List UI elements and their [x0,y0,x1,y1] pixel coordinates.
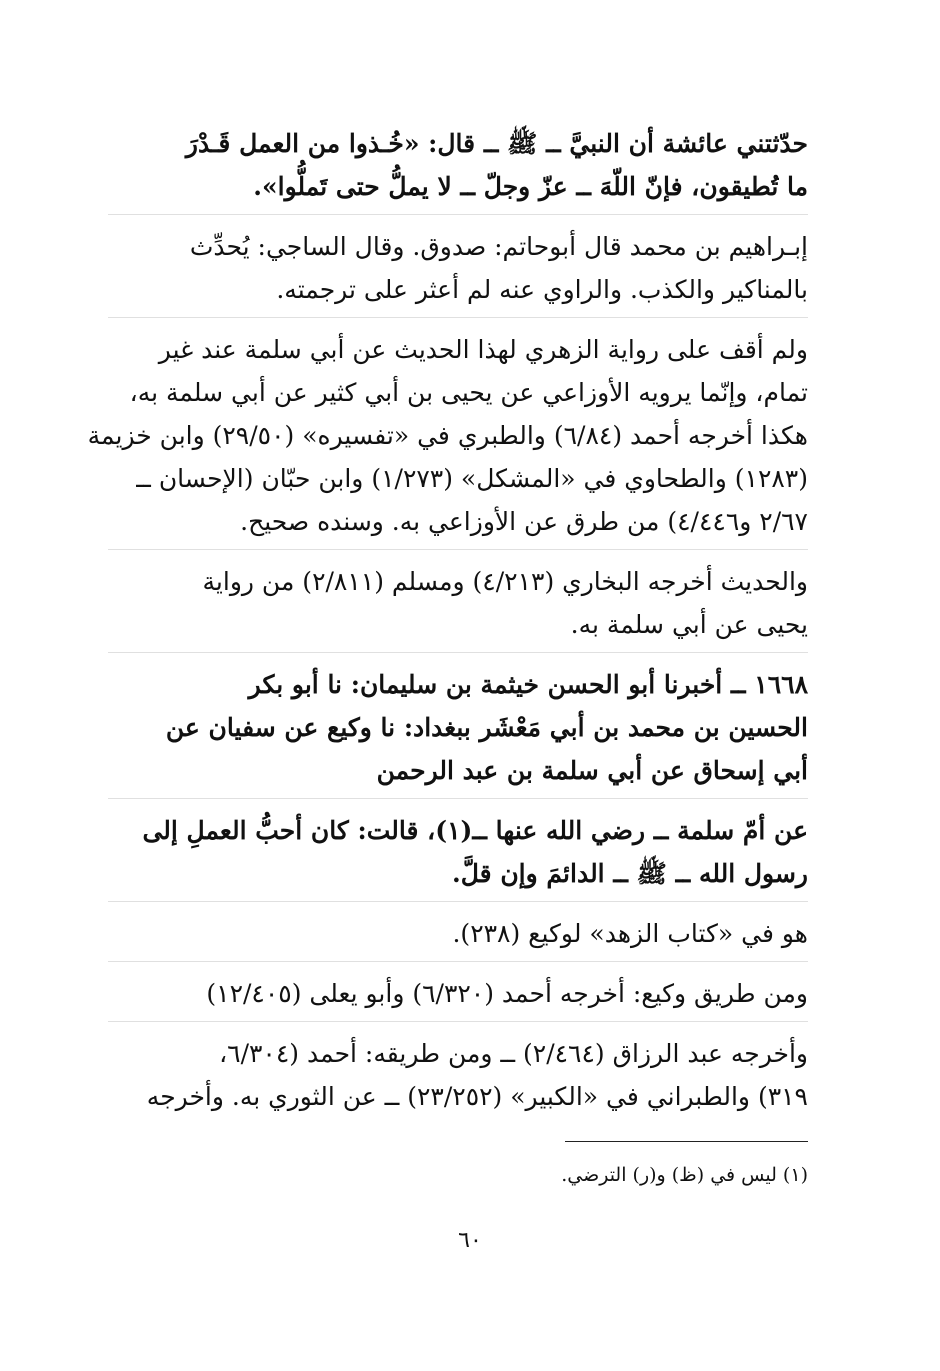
text-line: رسول الله ــ ﷺ ــ الدائمَ وإن قلَّ. [452,859,808,888]
hadith-text [108,809,808,902]
hadith-isnad [108,663,808,799]
footnote-divider [565,1141,808,1142]
text-line: وأخرجه عبد الرزاق (٢/٤٦٤) ــ ومن طريقه: أحمد (٦/٣٠٤، [219,1039,808,1068]
text-line: ٣١٩) والطبراني في «الكبير» (٢٣/٢٥٢) ــ عن الثوري به. وأخرجه [146,1082,808,1111]
text-line: ولم أقف على رواية الزهري لهذا الحديث عن أبي سلمة عند غير [158,335,808,364]
text-line: عن أمّ سلمة ــ رضي الله عنها ــ(١)، قالت: كان أحبُّ العملِ إلى [142,816,808,845]
commentary-paragraph [108,912,808,962]
text-line: هو في «كتاب الزهد» لوكيع (٢٣٨). [452,919,808,948]
footnote: (١) ليس في (ظ) و(ر) الترضي. [561,1164,808,1186]
hadith-text [108,122,808,215]
commentary-paragraph [108,225,808,318]
commentary-paragraph [108,1032,808,1124]
text-line: أبي إسحاق عن أبي سلمة بن عبد الرحمن [376,756,808,785]
text-line: تمام، وإنّما يرويه الأوزاعي عن يحيى بن أبي كثير عن أبي سلمة به، [129,378,808,407]
text-line: بالمناكير والكذب. والراوي عنه لم أعثر على ترجمته. [276,275,808,304]
text-line: يحيى عن أبي سلمة به. [570,610,808,639]
commentary-paragraph [108,972,808,1022]
text-line: ما تُطيقون، فإنّ اللّهَ ــ عزّ وجلّ ــ لا يملُّ حتى تَملُّوا». [253,172,808,201]
text-line: الحسين بن محمد بن أبي مَعْشَر ببغداد: نا وكيع عن سفيان عن [165,713,808,742]
text-line: (١٢٨٣) والطحاوي في «المشكل» (١/٢٧٣) وابن حبّان (الإحسان ــ [136,464,808,493]
text-line: حدّثتني عائشة أن النبيَّ ــ ﷺ ــ قال: «خُـذوا من العمل قَـدْرَ [185,129,808,158]
text-line: ومن طريق وكيع: أخرجه أحمد (٦/٣٢٠) وأبو يعلى (١٢/٤٠٥) [206,979,808,1008]
text-line: هكذا أخرجه أحمد (٦/٨٤) والطبري في «تفسيره» (٢٩/٥٠) وابن خزيمة [87,421,808,450]
page-body [87,122,808,1134]
commentary-paragraph [87,328,808,550]
text-line: ١٦٦٨ ــ أخبرنا أبو الحسن خيثمة بن سليمان: نا أبو بكر [248,670,808,699]
commentary-paragraph [108,560,808,653]
text-line: والحديث أخرجه البخاري (٤/٢١٣) ومسلم (٢/٨١١) من رواية [202,567,808,596]
text-line: ٢/٦٧ و٤/٤٤٦) من طرق عن الأوزاعي به. وسنده صحيح. [240,507,808,536]
page-number: ٦٠ [458,1228,482,1253]
text-line: إبـراهيم بن محمد قال أبوحاتم: صدوق. وقال الساجي: يُحدِّث [189,232,808,261]
